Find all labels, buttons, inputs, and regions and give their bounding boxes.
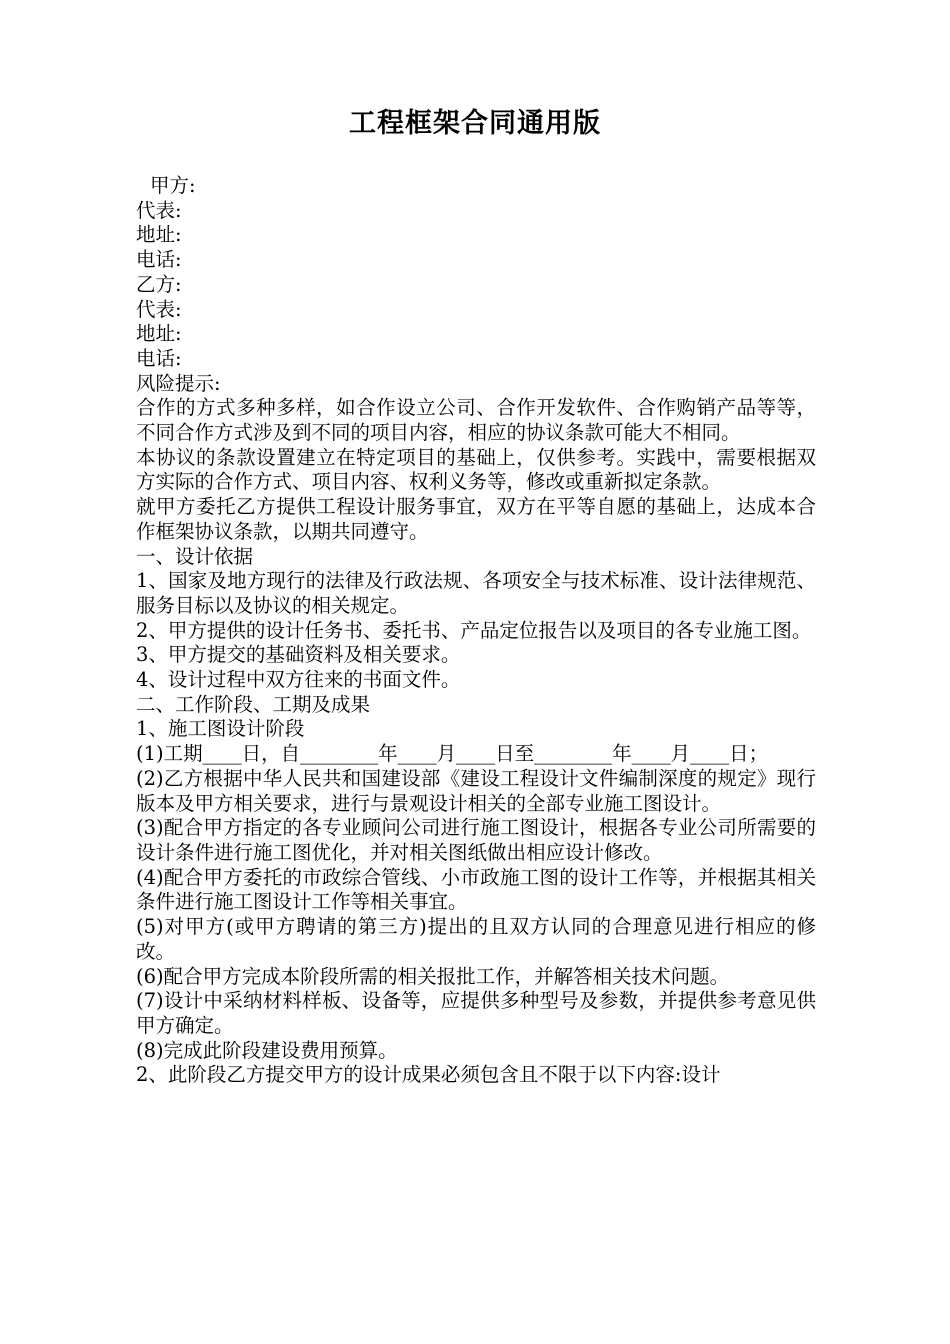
section-heading: 二、工作阶段、工期及成果 (136, 692, 371, 716)
subsection-heading: 1、施工图设计阶段 (136, 717, 305, 741)
party-a-phone: 电话: (136, 248, 182, 272)
party-b-label: 乙方: (136, 272, 182, 296)
preamble-paragraph: 就甲方委托乙方提供工程设计服务事宜，双方在平等自愿的基础上，达成本合作框架协议条款，以期共同遵守。 (136, 495, 816, 543)
schedule-clause: (1)工期____日，自________年____月____日至________年____月____日； (136, 742, 769, 766)
party-a-address: 地址: (136, 223, 182, 247)
risk-notice-heading: 风险提示: (136, 371, 221, 395)
clause-paragraph: (3)配合甲方指定的各专业顾问公司进行施工图设计，根据各专业公司所需要的设计条件进行施工图优化，并对相关图纸做出相应设计修改。 (136, 816, 816, 864)
party-b-representative: 代表: (136, 297, 182, 321)
clause-paragraph: (6)配合甲方完成本阶段所需的相关报批工作，并解答相关技术问题。 (136, 964, 730, 988)
risk-notice-paragraph: 本协议的条款设置建立在特定项目的基础上，仅供参考。实践中，需要根据双方实际的合作方式、项目内容、权利义务等，修改或重新拟定条款。 (136, 445, 816, 494)
document-title: 工程框架合同通用版 (349, 108, 601, 139)
clause-paragraph: (8)完成此阶段建设费用预算。 (136, 1038, 398, 1062)
clause-paragraph: 2、此阶段乙方提交甲方的设计成果必须包含且不限于以下内容:设计 (136, 1063, 721, 1087)
clause-paragraph: 4、设计过程中双方往来的书面文件。 (136, 668, 461, 692)
clause-paragraph: 3、甲方提交的基础资料及相关要求。 (136, 643, 461, 667)
clause-paragraph: (2)乙方根据中华人民共和国建设部《建设工程设计文件编制深度的规定》现行版本及甲方相关要求，进行与景观设计相关的全部专业施工图设计。 (136, 766, 816, 815)
clause-paragraph: (7)设计中采纳材料样板、设备等，应提供多种型号及参数，并提供参考意见供甲方确定。 (136, 989, 816, 1037)
party-a-representative: 代表: (136, 198, 182, 222)
clause-paragraph: (5)对甲方(或甲方聘请的第三方)提出的且双方认同的合理意见进行相应的修改。 (136, 915, 816, 963)
risk-notice-paragraph: 合作的方式多种多样，如合作设立公司、合作开发软件、合作购销产品等等，不同合作方式涉及到不同的项目内容，相应的协议条款可能大不相同。 (136, 396, 816, 445)
section-heading: 一、设计依据 (136, 544, 254, 568)
clause-paragraph: (4)配合甲方委托的市政综合管线、小市政施工图的设计工作等，并根据其相关条件进行施工图设计工作等相关事宜。 (136, 865, 816, 914)
party-a-label: 甲方: (150, 174, 196, 197)
party-b-phone: 电话: (136, 346, 182, 370)
document-body (136, 174, 816, 1088)
clause-paragraph: 2、甲方提供的设计任务书、委托书、产品定位报告以及项目的各专业施工图。 (136, 618, 812, 642)
clause-paragraph: 1、国家及地方现行的法律及行政法规、各项安全与技术标准、设计法律规范、服务目标以及协议的相关规定。 (136, 569, 816, 617)
party-b-address: 地址: (136, 322, 182, 346)
